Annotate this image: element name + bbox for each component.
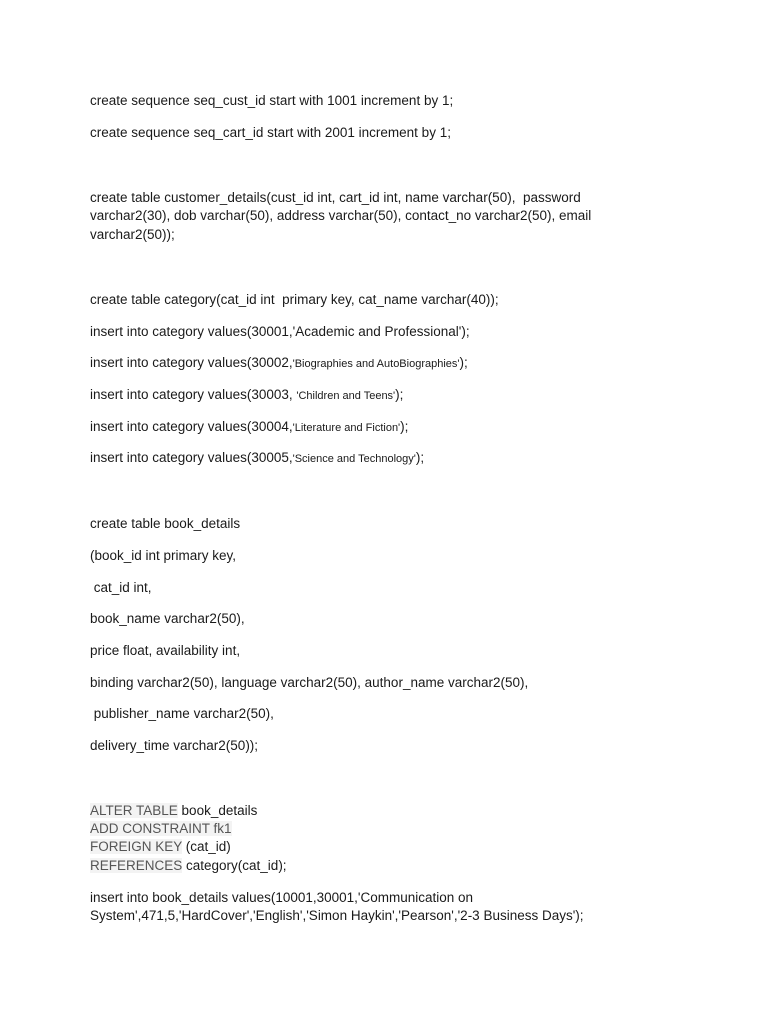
insert-category-name: 'Literature and Fiction' — [292, 422, 401, 434]
insert-category-name: 'Science and Technology' — [292, 453, 416, 465]
book-column-line: publisher_name varchar2(50), — [90, 706, 274, 721]
book-column-line: price float, availability int, — [90, 643, 241, 658]
insert-category-name: 'Academic and Professional' — [292, 324, 462, 339]
insert-category-name: 'Biographies and AutoBiographies' — [292, 358, 460, 370]
add-constraint-line — [90, 820, 690, 838]
sql-keyword: FOREIGN KEY — [90, 839, 183, 854]
sql-keyword: ADD CONSTRAINT fk1 — [90, 821, 232, 836]
book-insert-line-2: System',471,5,'HardCover','English','Simon Haykin','Pearson','2-3 Business Days'); — [90, 908, 584, 923]
sql-keyword: ALTER TABLE — [90, 803, 178, 818]
sql-text: category(cat_id); — [182, 858, 287, 873]
foreign-key-line — [90, 838, 690, 856]
insert-prefix: insert into category values( — [90, 324, 252, 339]
insert-id: 30005, — [251, 450, 293, 465]
category-insert-2 — [90, 354, 690, 373]
customer-table-line-2: varchar2(30), dob varchar(50), address varchar(50), contact_no varchar2(50), email — [90, 208, 592, 223]
insert-suffix: ); — [461, 324, 470, 339]
insert-prefix: insert into category values( — [90, 419, 252, 434]
book-insert-line-1: insert into book_details values(10001,30001,'Communication on — [90, 890, 474, 905]
book-column-line: cat_id int, — [90, 580, 152, 595]
book-column-line: delivery_time varchar2(50)); — [90, 738, 259, 753]
sequence-cart-line: create sequence seq_cart_id start with 2001 increment by 1; — [90, 125, 451, 140]
insert-id: 30004, — [251, 419, 293, 434]
insert-prefix: insert into category values( — [90, 355, 252, 370]
customer-table-line-1: create table customer_details(cust_id int, cart_id int, name varchar(50), password — [90, 190, 581, 205]
insert-id: 30003, — [251, 387, 297, 402]
category-insert-3 — [90, 386, 690, 405]
book-column-line: binding varchar2(50), language varchar2(50), author_name varchar2(50), — [90, 675, 529, 690]
insert-suffix: ); — [400, 419, 409, 434]
category-create-line: create table category(cat_id int primary key, cat_name varchar(40)); — [90, 292, 499, 307]
insert-prefix: insert into category values( — [90, 450, 252, 465]
sql-text: (cat_id) — [182, 839, 231, 854]
insert-category-name: 'Children and Teens' — [296, 390, 396, 402]
insert-suffix: ); — [415, 450, 425, 465]
sequence-cust-line: create sequence seq_cust_id start with 1001 increment by 1; — [90, 93, 454, 108]
insert-suffix: ); — [459, 355, 468, 370]
references-line — [90, 857, 690, 875]
alter-table-line — [90, 802, 690, 820]
book-create-line: create table book_details — [90, 516, 241, 531]
book-column-line: (book_id int primary key, — [90, 548, 237, 563]
insert-suffix: ); — [395, 387, 404, 402]
sql-keyword: REFERENCES — [90, 858, 183, 873]
category-insert-4 — [90, 418, 690, 437]
sql-text: book_details — [177, 803, 258, 818]
category-insert-1 — [90, 323, 690, 341]
book-column-line: book_name varchar2(50), — [90, 611, 245, 626]
insert-id: 30002, — [251, 355, 293, 370]
insert-prefix: insert into category values( — [90, 387, 252, 402]
insert-id: 30001, — [251, 324, 293, 339]
customer-table-line-3: varchar2(50)); — [90, 227, 175, 242]
category-insert-5 — [90, 449, 690, 468]
